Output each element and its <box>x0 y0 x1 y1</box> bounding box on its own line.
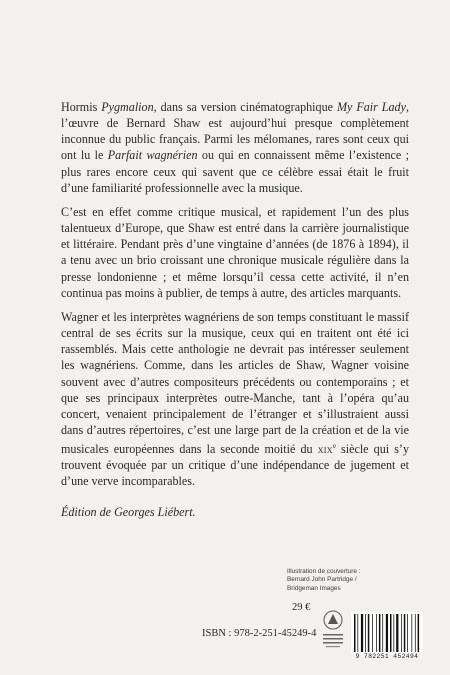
text-run: C’est en effet comme critique musical, et rapidement l’un des plus talentueux d’Europe, que Shaw est entré dans la carrière journalistique et littéraire. Pendant près d’une vingtaine d’années (de 1876 à 1894), il a tenu avec un brio croissant une chronique musicale régulière dans la presse londonienne ; et même lorsqu’il cessa cette activité, il n’en continua pas moins à publier, de temps à autre, des articles marquants. <box>61 204 409 300</box>
text-run: Parfait wagnérien <box>107 148 198 163</box>
text-run: e <box>332 442 336 451</box>
text-run: xix <box>317 442 333 457</box>
text-run: ou qui en connaissent même l’existence ; plus rares encore ceux qui savent que ce célèbre essai était le fruit d’une familiarité professionnelle avec la musique. <box>61 148 409 195</box>
back-cover-text <box>61 99 409 532</box>
barcode-bar <box>368 614 370 652</box>
barcode-bar <box>357 614 358 652</box>
paragraph-1 <box>61 99 409 196</box>
text-run: siècle qui s’y trouvent évoquée par un critique d’une indépendance de jugement et d’une verve incomparables. <box>61 442 409 489</box>
isbn-barcode <box>351 612 423 654</box>
barcode-bar <box>382 614 383 652</box>
barcode-bar <box>372 614 373 652</box>
credit-line: Bernard John Partridge / <box>287 576 357 584</box>
barcode-bar <box>365 614 366 652</box>
text-run: My Fair Lady <box>336 100 406 114</box>
barcode-bar <box>404 614 406 652</box>
barcode-digits: 9 782251 452494 <box>355 653 419 660</box>
publisher-logo <box>320 608 346 658</box>
text-run: , dans sa version cinématographique <box>153 100 337 114</box>
cover-illustration-credit <box>287 568 407 593</box>
paragraph-2 <box>61 204 409 301</box>
barcode-bar <box>415 614 416 652</box>
barcode-bar <box>361 614 363 652</box>
text-run: Wagner et les interprètes wagnériens de son temps constituant le massif central de ses écrits sur la musique, ceux qui en traitent ont été ici rassemblés. Mais cette anthologie ne devrait pas intéresser seulement les wagnériens. Comme, dans les articles de Shaw, Wagner voisine souvent avec d’autres compositeurs précédents ou contemporains ; et que ses principaux interprètes outre-Manche, tant à l’opéra qu’au concert, venaient principalement de l’étranger et s’illustraient aussi dans d’autres répertoires, c’est une large part de la création et de la vie musicales européennes dans la seconde moitié du <box>61 309 409 457</box>
barcode-bar <box>386 614 388 652</box>
text-run: Hormis <box>61 100 102 114</box>
price: 29 € <box>292 602 311 613</box>
barcode-bar <box>393 614 394 652</box>
credit-line: Illustration de couverture : <box>287 568 361 575</box>
barcode-bar <box>401 614 402 652</box>
barcode-bar <box>390 614 392 652</box>
barcode-bar <box>411 614 412 652</box>
text-run: Pygmalion <box>101 100 154 114</box>
barcode-bar <box>418 614 420 652</box>
barcode-bar <box>379 614 381 652</box>
isbn: ISBN : 978-2-251-45249-4 <box>202 628 317 639</box>
barcode-bar <box>376 614 377 652</box>
text-run: , l’œuvre de Bernard Shaw est aujourd’hui presque complètement inconnue du public français. Parmi les mélomanes, rares sont ceux qui ont lu le <box>61 100 409 163</box>
edition-credit: Édition de Georges Liébert. <box>61 504 196 519</box>
barcode-bar <box>396 614 398 652</box>
credit-line: Bridgeman Images <box>287 584 341 592</box>
paragraph-3 <box>61 309 409 490</box>
barcode-bar <box>407 614 408 652</box>
barcode-bar <box>354 614 356 652</box>
